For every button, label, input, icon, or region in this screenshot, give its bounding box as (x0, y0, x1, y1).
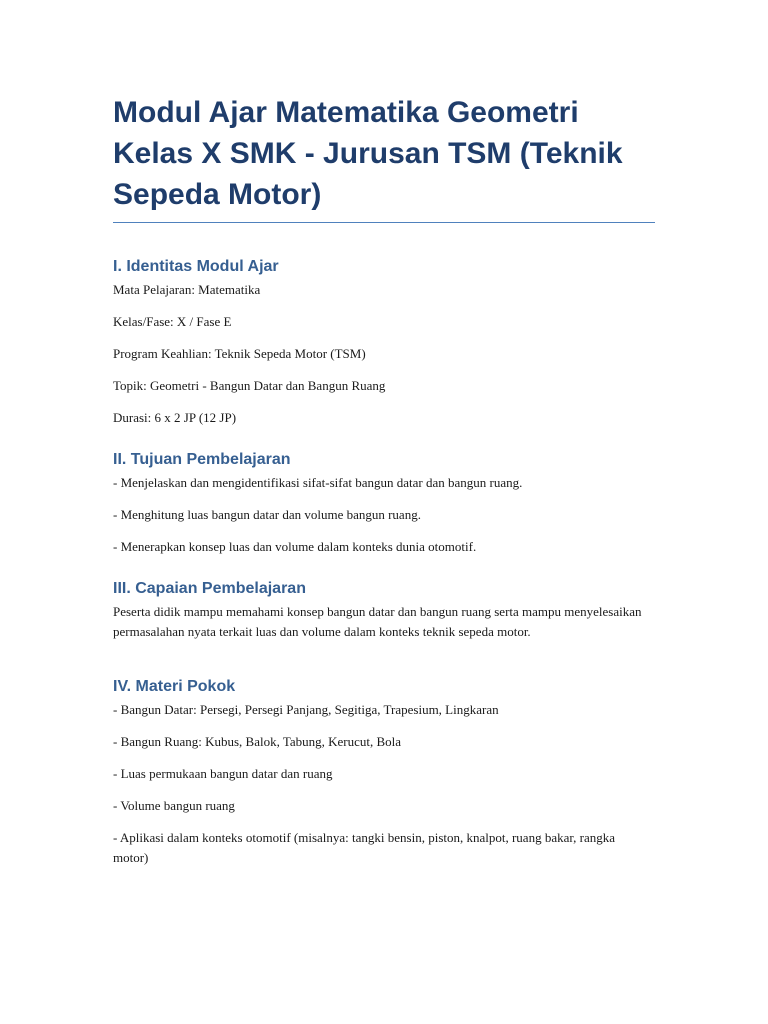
paragraph: - Aplikasi dalam konteks otomotif (misalnya: tangki bensin, piston, knalpot, ruang bakar, rangka motor) (113, 830, 616, 865)
paragraph: Mata Pelajaran: Matematika (113, 282, 261, 297)
section-heading: IV. Materi Pokok (113, 678, 236, 695)
paragraph: Topik: Geometri - Bangun Datar dan Bangun Ruang (113, 378, 386, 393)
paragraph: - Menghitung luas bangun datar dan volume bangun ruang. (113, 507, 421, 522)
document-title: Modul Ajar Matematika Geometri Kelas X SMK - Jurusan TSM (Teknik Sepeda Motor) (113, 92, 655, 223)
section-identitas (113, 257, 655, 427)
paragraph: - Volume bangun ruang (113, 798, 235, 813)
section-heading: III. Capaian Pembelajaran (113, 580, 306, 597)
section-heading: II. Tujuan Pembelajaran (113, 451, 291, 468)
section-tujuan (113, 450, 655, 556)
paragraph: - Bangun Datar: Persegi, Persegi Panjang, Segitiga, Trapesium, Lingkaran (113, 702, 499, 717)
paragraph: Peserta didik mampu memahami konsep bangun datar dan bangun ruang serta mampu menyelesaikan permasalahan nyata terkait luas dan volume dalam konteks teknik sepeda motor. (113, 604, 642, 639)
section-materi (113, 677, 655, 867)
paragraph: Kelas/Fase: X / Fase E (113, 314, 232, 329)
paragraph: - Luas permukaan bangun datar dan ruang (113, 766, 333, 781)
paragraph: Program Keahlian: Teknik Sepeda Motor (TSM) (113, 346, 366, 361)
paragraph: - Bangun Ruang: Kubus, Balok, Tabung, Kerucut, Bola (113, 734, 402, 749)
section-capaian (113, 579, 655, 641)
paragraph: - Menerapkan konsep luas dan volume dalam konteks dunia otomotif. (113, 539, 477, 554)
section-heading: I. Identitas Modul Ajar (113, 258, 279, 275)
paragraph: Durasi: 6 x 2 JP (12 JP) (113, 410, 237, 425)
paragraph: - Menjelaskan dan mengidentifikasi sifat-sifat bangun datar dan bangun ruang. (113, 475, 523, 490)
